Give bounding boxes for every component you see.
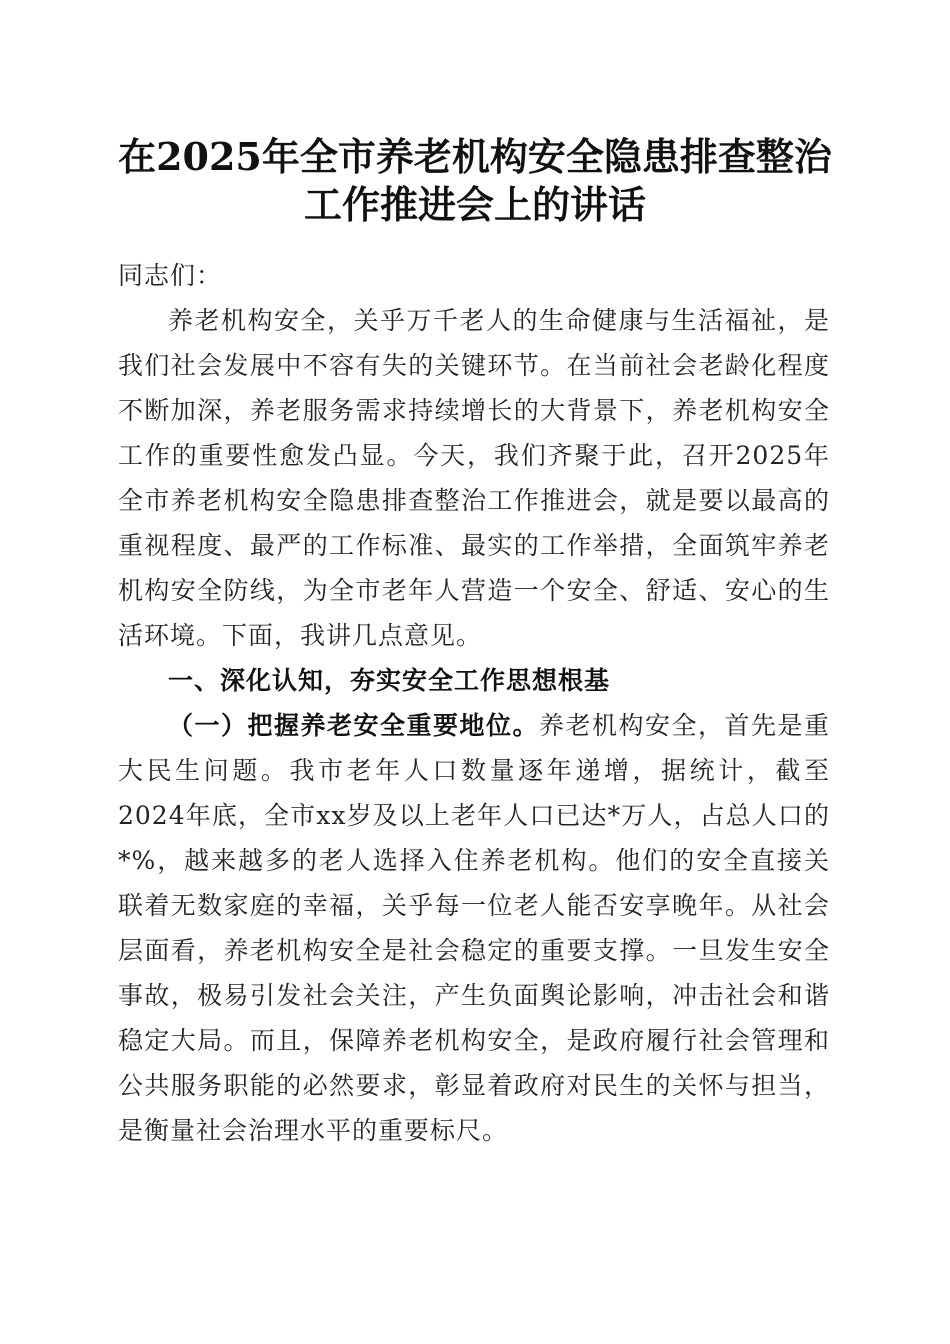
subsection-text: 养老机构安全，首先是重大民生问题。我市老年人口数量逐年递增，据统计，截至2024年底，全市xx岁及以上老年人口已达*万人，占总人口的*%，越来越多的老人选择入住养老机构。他们的安全直接关联着无数家庭的幸福，关乎每一位老人能否安享晚年。从社会层面看，养老机构安全是社会稳定的重要支撑。一旦发生安全事故，极易引发社会关注，产生负面舆论影响，冲击社会和谐稳定大局。而且，保障养老机构安全，是政府履行社会管理和公共服务职能的必然要求，彰显着政府对民生的关怀与担当，是衡量社会治理水平的重要标尺。 [118, 711, 830, 1145]
subsection-title: （一）把握养老安全重要地位。 [168, 711, 539, 740]
salutation: 同志们： [118, 261, 223, 290]
section-heading: 一、深化认知，夯实安全工作思想根基 [168, 666, 611, 695]
document-title: 在2025年全市养老机构安全隐患排查整治工作推进会上的讲话 [118, 134, 832, 227]
intro-paragraph: 养老机构安全，关乎万千老人的生命健康与生活福祉，是我们社会发展中不容有失的关键环节。在当前社会老龄化程度不断加深，养老服务需求持续增长的大背景下，养老机构安全工作的重要性愈发凸显。今天，我们齐聚于此，召开2025年全市养老机构安全隐患排查整治工作推进会，就是要以最高的重视程度、最严的工作标准、最实的工作举措，全面筑牢养老机构安全防线，为全市老年人营造一个安全、舒适、安心的生活环境。下面，我讲几点意见。 [118, 306, 830, 650]
subsection-paragraph [118, 703, 830, 1153]
document-body [118, 253, 830, 1153]
